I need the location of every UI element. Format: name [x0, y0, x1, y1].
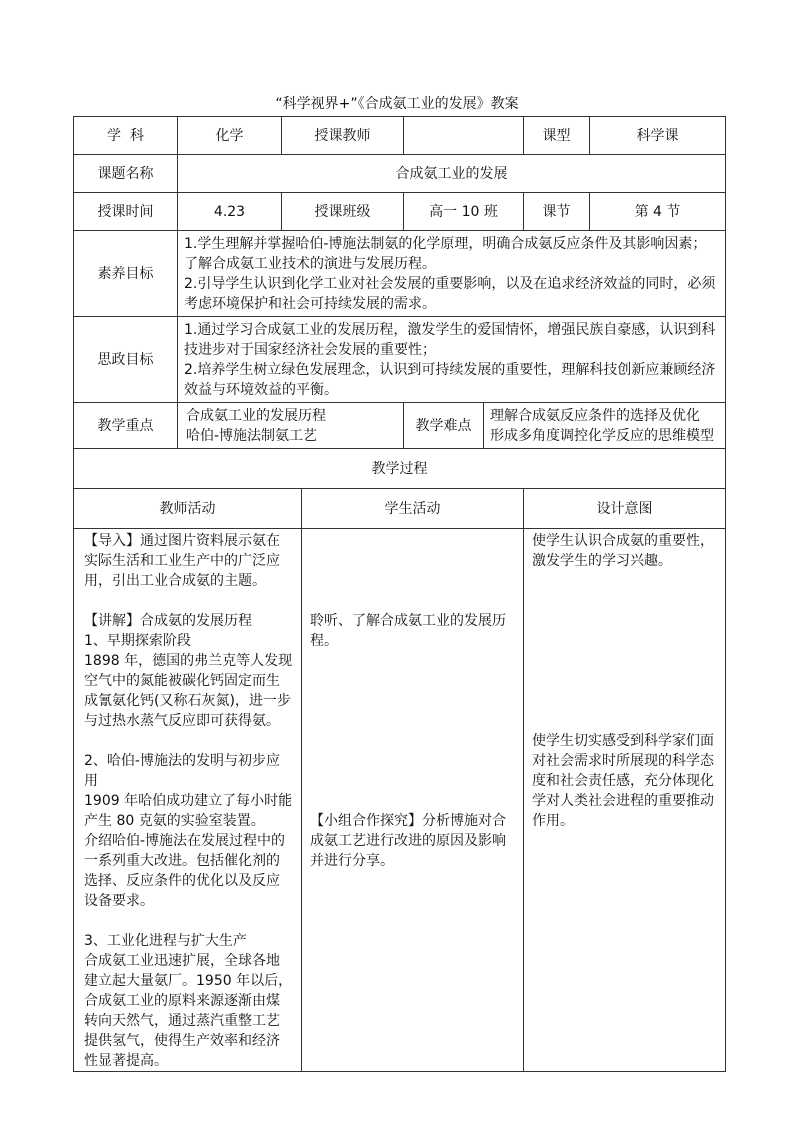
document-title: “科学视界+”《合成氨工业的发展》教案 [275, 96, 519, 112]
teacher-activity-cell [74, 529, 302, 1072]
difficulty-content [484, 403, 726, 449]
student-activity-header: 学生活动 [302, 489, 524, 529]
focus-content [178, 403, 404, 449]
literacy-content [178, 231, 726, 317]
subject-value: 化学 [178, 117, 282, 155]
stage-1-title: 1、早期探索阶段 [84, 633, 191, 649]
difficulty-line-1: 理解合成氨反应条件的选择及优化 [490, 407, 700, 424]
stage-2-title: 2、哈伯-博施法的发明与初步应用 [84, 753, 280, 789]
stage-1-text: 1898 年，德国的弗兰克等人发现空气中的氮能被碳化钙固定而生成氰氨化钙(又称石灰氮)，进一步与过热水蒸气反应即可获得氨。 [84, 653, 293, 729]
section-label: 课节 [524, 193, 590, 231]
intro-text: 【导入】通过图片资料展示氨在实际生活和工业生产中的广泛应用，引出工业合成氨的主题。 [84, 533, 280, 589]
stage-3-text: 合成氨工业迅速扩展，全球各地建立起大量氨厂。1950 年以后，合成氨工业的原料来源逐渐由煤转向天然气，通过蒸汽重整工艺提供氢气，使得生产效率和经济性显著提高。 [84, 953, 293, 1069]
course-type-label: 课型 [524, 117, 590, 155]
literacy-goal-1: 1.学生理解并掌握哈伯-博施法制氨的化学原理，明确合成氨反应条件及其影响因素；了解合成氨工业技术的演进与发展历程。 [184, 235, 707, 272]
section-value: 第 4 节 [590, 193, 726, 231]
row-ideology-goals [74, 317, 726, 403]
design-intent-header: 设计意图 [524, 489, 726, 529]
row-focus [74, 403, 726, 449]
ideology-label: 思政目标 [74, 317, 178, 403]
row-process-header [74, 449, 726, 489]
topic-value: 合成氨工业的发展 [178, 155, 726, 193]
focus-line-2: 哈伯-博施法制氨工艺 [186, 427, 318, 444]
row-process-columns [74, 489, 726, 529]
teacher-label: 授课教师 [282, 117, 404, 155]
student-activity-2: 【小组合作探究】分析博施对合成氨工艺进行改进的原因及影响并进行分享。 [310, 813, 506, 869]
class-value: 高一 10 班 [404, 193, 524, 231]
explain-title: 【讲解】合成氨的发展历程 [84, 613, 252, 629]
stage-3-title: 3、工业化进程与扩大生产 [84, 933, 247, 949]
topic-label: 课题名称 [74, 155, 178, 193]
teacher-value [404, 117, 524, 155]
ideology-goal-2: 2.培养学生树立绿色发展理念，认识到可持续发展的重要性，理解科技创新应兼顾经济效益与环境效益的平衡。 [184, 361, 716, 398]
difficulty-label: 教学难点 [404, 403, 484, 449]
difficulty-line-2: 形成多角度调控化学反应的思维模型 [490, 427, 714, 444]
literacy-goal-2: 2.引导学生认识到化学工业对社会发展的重要影响，以及在追求经济效益的同时，必须考虑环境保护和社会可持续发展的需求。 [184, 275, 716, 312]
time-label: 授课时间 [74, 193, 178, 231]
row-time [74, 193, 726, 231]
row-subject [74, 117, 726, 155]
student-activity-1: 聆听、了解合成氨工业的发展历程。 [310, 613, 506, 649]
stage-2-text-1: 1909 年哈伯成功建立了每小时能产生 80 克氨的实验室装置。 [84, 793, 293, 829]
lesson-plan-table [73, 116, 726, 1072]
focus-label: 教学重点 [74, 403, 178, 449]
row-topic [74, 155, 726, 193]
design-intent-1: 使学生认识合成氨的重要性，激发学生的学习兴趣。 [532, 533, 715, 569]
class-label: 授课班级 [282, 193, 404, 231]
focus-line-1: 合成氨工业的发展历程 [186, 407, 326, 424]
row-process-content [74, 529, 726, 1072]
course-type-value: 科学课 [590, 117, 726, 155]
ideology-goal-1: 1.通过学习合成氨工业的发展历程，激发学生的爱国情怀，增强民族自豪感，认识到科技进步对于国家经济社会发展的重要性； [184, 321, 716, 358]
process-header: 教学过程 [74, 449, 726, 489]
design-intent-cell [524, 529, 726, 1072]
teacher-activity-header: 教师活动 [74, 489, 302, 529]
stage-2-text-2: 介绍哈伯-博施法在发展过程中的一系列重大改进。包括催化剂的选择、反应条件的优化以及反应设备要求。 [84, 833, 286, 909]
literacy-label: 素养目标 [74, 231, 178, 317]
row-literacy-goals [74, 231, 726, 317]
time-value: 4.23 [178, 193, 282, 231]
ideology-content [178, 317, 726, 403]
student-activity-cell [302, 529, 524, 1072]
subject-label: 学 科 [74, 117, 178, 155]
design-intent-2: 使学生切实感受到科学家们面对社会需求时所展现的科学态度和社会责任感，充分体现化学对人类社会进程的重要推动作用。 [532, 733, 715, 829]
